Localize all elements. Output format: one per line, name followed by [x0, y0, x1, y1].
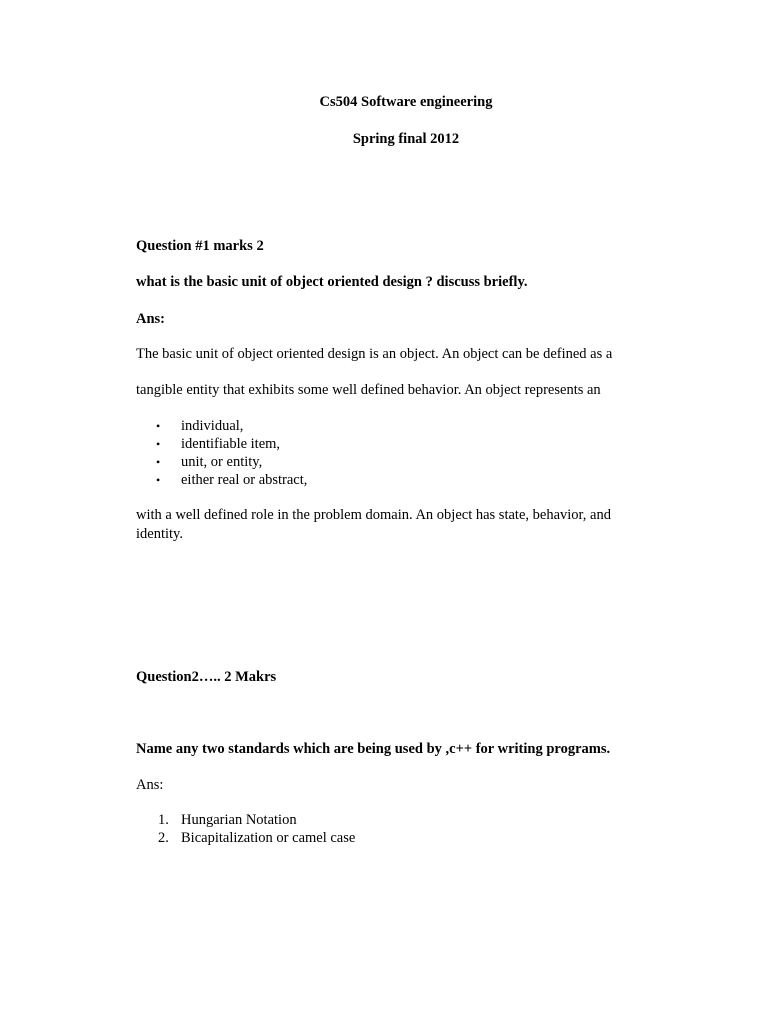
list-item-text: either real or abstract, — [181, 472, 308, 488]
list-item — [156, 435, 307, 453]
answer-1-line-2: tangible entity that exhibits some well defined behavior. An object represents an — [136, 382, 601, 398]
question-1-heading: Question #1 marks 2 — [136, 238, 264, 254]
bullet-icon: • — [156, 437, 161, 451]
list-item — [158, 811, 355, 829]
list-item — [156, 453, 307, 471]
question-1-text: what is the basic unit of object oriented design ? discuss briefly. — [136, 274, 528, 290]
answer-2-numbered-list — [158, 811, 356, 847]
list-item-text: Bicapitalization or camel case — [181, 830, 356, 846]
answer-1-line-1: The basic unit of object oriented design is an object. An object can be defined as a — [136, 346, 613, 362]
list-item — [158, 829, 356, 847]
list-item — [156, 417, 307, 435]
list-item-number: 1. — [158, 812, 169, 828]
list-item-text: Hungarian Notation — [181, 812, 297, 828]
question-2-heading: Question2….. 2 Makrs — [136, 669, 277, 685]
list-item — [156, 471, 308, 489]
exam-title: Spring final 2012 — [352, 131, 460, 147]
list-item-text: unit, or entity, — [181, 454, 263, 470]
bullet-icon: • — [156, 455, 161, 469]
question-2-text: Name any two standards which are being used by ,c++ for writing programs. — [136, 741, 611, 757]
list-item-text: individual, — [181, 418, 244, 434]
course-title: Cs504 Software engineering — [319, 94, 493, 110]
bullet-icon: • — [156, 473, 161, 487]
list-item-text: identifiable item, — [181, 436, 281, 452]
answer-1-bullet-list — [156, 417, 308, 489]
bullet-icon: • — [156, 419, 161, 433]
question-1-answer-label: Ans: — [136, 311, 166, 327]
answer-1-closing: with a well defined role in the problem domain. An object has state, behavior, and identity. — [136, 507, 611, 542]
question-2-answer-label: Ans: — [136, 777, 164, 793]
list-item-number: 2. — [158, 830, 169, 846]
